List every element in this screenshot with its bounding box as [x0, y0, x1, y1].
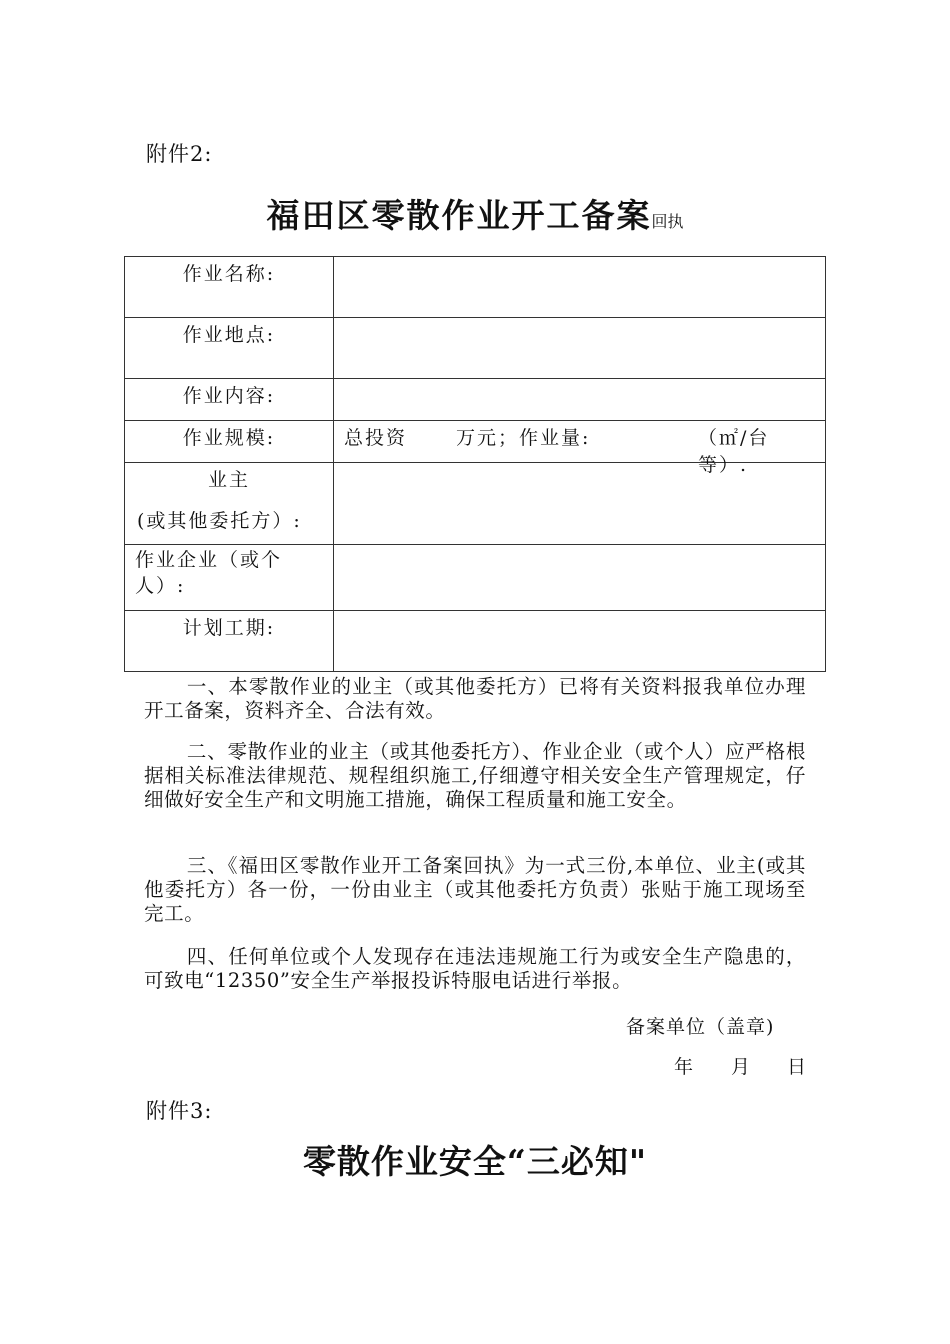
- location-field[interactable]: [334, 318, 826, 379]
- content-label: 作业内容:: [125, 379, 334, 421]
- row-scale: [125, 421, 826, 463]
- owner-label-line1: 业主: [207, 469, 250, 491]
- scale-label: 作业规模:: [125, 421, 334, 463]
- date-month: 月: [731, 1056, 752, 1078]
- scale-investment-text: 总投资: [344, 427, 408, 449]
- attachment-2-label: 附件2:: [146, 142, 213, 166]
- filing-unit-seal: 备案单位（盖章): [626, 1016, 775, 1038]
- receipt-title-main: 福田区零散作业开工备案: [266, 196, 652, 235]
- row-contractor: [125, 545, 826, 611]
- safety-title: 零散作业安全“三必知": [302, 1142, 648, 1181]
- owner-label-line2: (或其他委托方）:: [137, 510, 302, 532]
- date-year: 年: [674, 1056, 695, 1078]
- paragraph-3: 三、《福田区零散作业开工备案回执》为一式三份,本单位、业主(或其他委托方）各一份，一份由业主（或其他委托方负责）张贴于施工现场至完工。: [144, 854, 806, 925]
- content-field[interactable]: [334, 379, 826, 421]
- paragraph-2: 二、零散作业的业主（或其他委托方）、作业企业（或个人）应严格根据相关标准法律规范、规程组织施工,仔细遵守相关安全生产管理规定，仔细做好安全生产和文明施工措施，确保工程质量和施工安全。: [144, 740, 806, 811]
- name-field[interactable]: [334, 257, 826, 318]
- scale-tail-text: （㎡/台等）.: [698, 427, 770, 476]
- date-day: 日: [787, 1056, 808, 1078]
- row-location: [125, 318, 826, 379]
- filing-form-table: [124, 256, 826, 672]
- receipt-title-suffix: 回执: [651, 212, 684, 231]
- name-label: 作业名称:: [125, 257, 334, 318]
- contractor-label: 作业企业（或个人）:: [125, 545, 334, 611]
- row-schedule: [125, 611, 826, 672]
- attachment-3-label: 附件3:: [146, 1099, 213, 1123]
- row-name: [125, 257, 826, 318]
- schedule-label: 计划工期:: [125, 611, 334, 672]
- paragraph-4: 四、任何单位或个人发现存在违法违规施工行为或安全生产隐患的，可致电“12350”安全生产举报投诉特服电话进行举报。: [144, 945, 806, 992]
- schedule-field[interactable]: [334, 611, 826, 672]
- owner-label: [125, 463, 334, 545]
- paragraph-1: 一、本零散作业的业主（或其他委托方）已将有关资料报我单位办理开工备案，资料齐全、合法有效。: [144, 675, 806, 722]
- scale-unit-text: 万元；作业量:: [456, 427, 591, 449]
- row-content: [125, 379, 826, 421]
- receipt-title: [0, 190, 950, 237]
- contractor-field[interactable]: [334, 545, 826, 611]
- scale-field[interactable]: [334, 421, 826, 476]
- location-label: 作业地点:: [125, 318, 334, 379]
